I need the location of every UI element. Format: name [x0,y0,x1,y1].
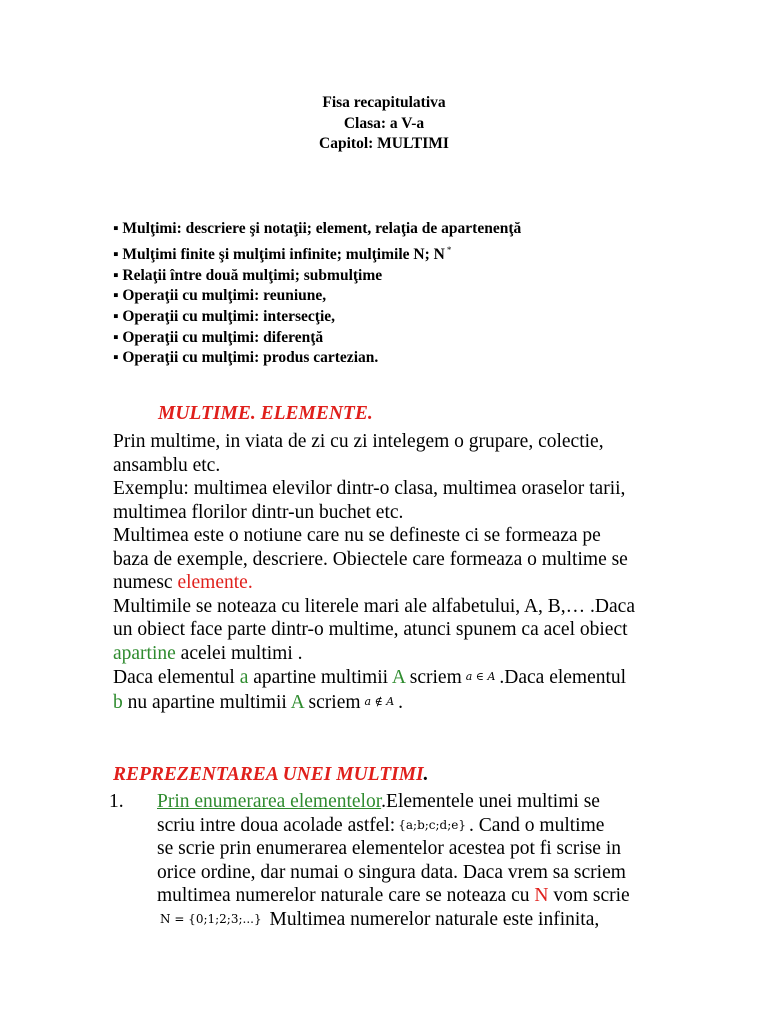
topic-item [113,240,521,266]
paragraph-line: Exemplu: multimea elevilor dintr-o clasa, multimea oraselor tarii, [113,478,626,499]
term-apartine: apartine [113,642,176,664]
list-line [157,884,630,908]
list-number: 1. [109,791,124,812]
set-a: A [391,667,405,688]
paragraph-line: un obiect face parte dintr-o multime, atunci spunem ca acel obiect [113,619,628,640]
topic-item: ▪ Operaţii cu mulţimi: intersecţie, [113,307,336,325]
text-run: Multimea numerelor naturale este infinita, [264,908,600,930]
math-belongs: a ∈ A [465,670,496,683]
paragraph-line [113,571,673,595]
section-title-dot: . [423,764,429,785]
math-set-n: N = {0;1;2;3;...} [160,911,262,926]
document-header [0,93,768,155]
element-a: a [239,667,249,688]
list-line [157,814,630,838]
section-title-multime: MULTIME. ELEMENTE. [158,403,373,424]
text-run: scriem [404,667,462,688]
topic-item: ▪ Operaţii cu mulţimi: produs cartezian. [113,349,379,367]
topic-item: ▪ Operaţii cu mulţimi: diferenţă [113,328,324,346]
text-run: nu apartine multimii [122,691,291,713]
text-run: . Cand o multime [469,814,605,836]
paragraph-line [113,665,673,690]
section-title-text: REPREZENTAREA UNEI MULTIMI [113,764,424,785]
term-enumerare: Prin enumerarea elementelor [157,791,382,812]
text-run: .Elementele unei multimi se [381,791,600,812]
paragraph-line [113,690,673,715]
set-a: A [290,691,304,713]
text-run: .Daca elementul [499,667,627,688]
section-title-reprezentarea [113,764,429,786]
text-run: acelei multimi . [175,642,303,664]
topic-item: ▪ Mulţimi: descriere şi notaţii; element, relaţia de apartenenţă [113,220,522,237]
representation-list [109,790,630,931]
text-run: scriem [303,691,361,713]
term-n: N [534,885,549,906]
topic-item: ▪ Operaţii cu mulţimi: reuniune, [113,287,327,305]
text-run: numesc [113,572,178,593]
list-line [157,790,630,814]
text-run: scriu intre doua acolade astfel: [157,814,396,836]
text-run: apartine multimii [248,667,392,688]
topic-superscript: * [446,244,452,255]
paragraph-line: Multimile se noteaza cu literele mari ale alfabetului, A, B,… .Daca [113,595,635,617]
list-line: orice ordine, dar numai o singura data. Daca vrem sa scriem [157,861,626,883]
paragraph-line: Prin multime, in viata de zi cu zi intelegem o grupare, colectie, [113,431,604,452]
paragraph-line: Multimea este o notiune care nu se defineste ci se formeaza pe [113,525,601,546]
paragraph-line: multimea florilor dintr-un buchet etc. [113,501,404,523]
list-line [157,908,630,932]
header-class: Clasa: a V-a [343,114,425,132]
math-not-belongs: a ∉ A [364,694,395,708]
element-b: b [113,691,123,713]
topics-list [113,219,521,369]
math-set-abcde: {a;b;c;d;e} [398,817,467,832]
header-title: Fisa recapitulativa [322,94,446,111]
section-multime-body [113,430,673,714]
paragraph-line: baza de exemple, descriere. Obiectele care formeaza o multime se [113,548,628,570]
header-chapter: Capitol: MULTIMI [319,135,449,152]
text-run: Daca elementul [113,667,240,688]
topic-item-text: ▪ Mulţimi finite şi mulţimi infinite; mulţimile N; N [113,245,445,263]
paragraph-line: ansamblu etc. [113,454,221,476]
paragraph-line [113,642,673,666]
text-run: vom scrie [548,885,630,906]
text-run: . [398,691,404,713]
text-run: multimea numerelor naturale care se noteaza cu [157,885,535,906]
term-elemente: elemente. [177,572,253,593]
topic-item: ▪ Relaţii între două mulţimi; submulţime [113,266,383,284]
list-line: se scrie prin enumerarea elementelor acestea pot fi scrise in [157,838,621,859]
